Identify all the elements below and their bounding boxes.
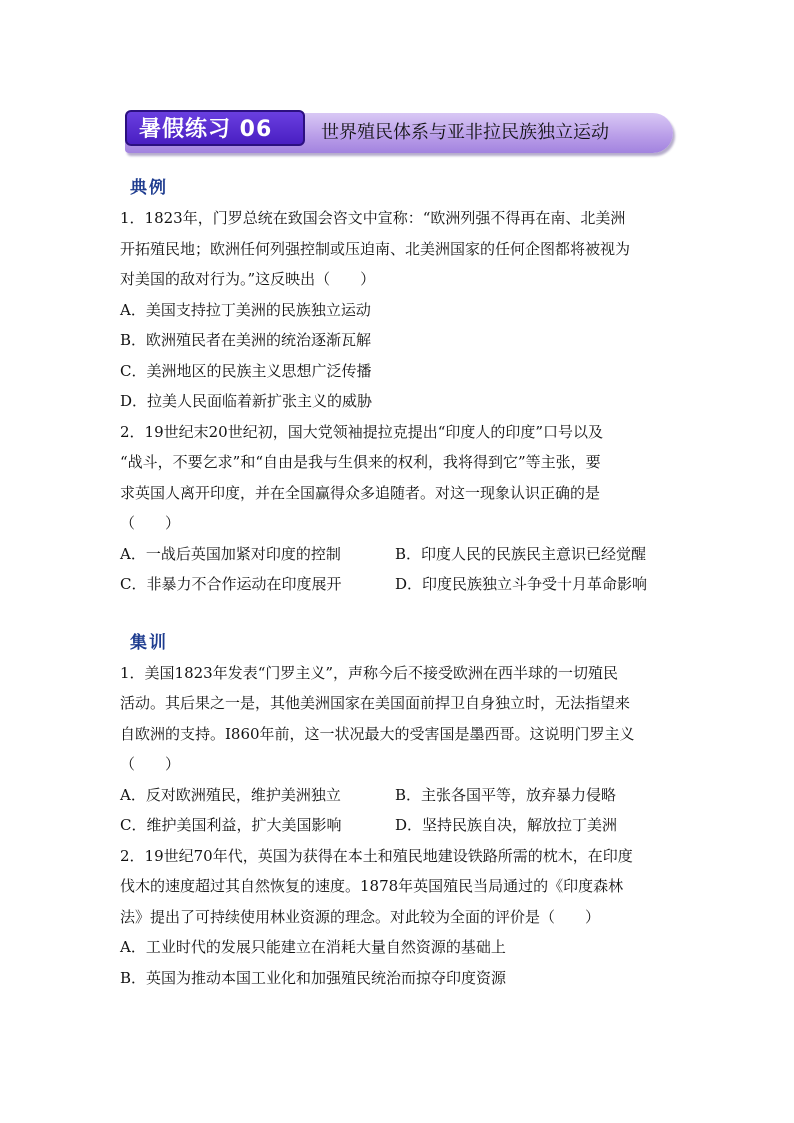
question-text: 2．19世纪70年代，英国为获得在本土和殖民地建设铁路所需的枕木，在印度	[120, 846, 633, 865]
question-2	[120, 417, 680, 600]
option-a: A．一战后英国加紧对印度的控制	[120, 544, 341, 563]
option-a: A．美国支持拉丁美洲的民族独立运动	[120, 300, 371, 319]
option-d: D．印度民族独立斗争受十月革命影响	[395, 575, 648, 593]
section-title-practice: 集训	[130, 632, 168, 653]
option-b: B．欧洲殖民者在美洲的统治逐渐瓦解	[120, 331, 372, 349]
option-a: A．反对欧洲殖民，维护美洲独立	[120, 785, 341, 804]
question-text: 伐木的速度超过其自然恢复的速度。1878年英国殖民当局通过的《印度森林	[120, 877, 624, 895]
option-c: C．美洲地区的民族主义思想广泛传播	[120, 361, 372, 380]
answer-blank: （ ）	[120, 514, 181, 532]
option-a: A．工业时代的发展只能建立在消耗大量自然资源的基础上	[120, 938, 506, 956]
question-text: 活动。其后果之一是，其他美洲国家在美国面前捍卫自身独立时，无法指望来	[120, 694, 631, 712]
question-text: 求英国人离开印度，并在全国赢得众多追随者。对这一现象认识正确的是	[120, 483, 601, 502]
option-row	[120, 539, 680, 570]
section-gap	[120, 600, 680, 628]
option-row	[120, 569, 680, 600]
option-d: D．坚持民族自决，解放拉丁美洲	[395, 816, 618, 834]
question-1	[120, 658, 680, 841]
question-2	[120, 841, 680, 994]
option-b: B．印度人民的民族民主意识已经觉醒	[395, 544, 647, 563]
question-text: 开拓殖民地；欧洲任何列强控制或压迫南、北美洲国家的任何企图都将被视为	[120, 239, 631, 258]
title-banner	[125, 110, 673, 152]
question-text: 1．1823年，门罗总统在致国会咨文中宣称：“欧洲列强不得再在南、北美洲	[120, 209, 626, 227]
option-c: C．非暴力不合作运动在印度展开	[120, 575, 342, 593]
option-b: B．主张各国平等，放弃暴力侵略	[395, 785, 617, 804]
answer-blank: （ ）	[120, 755, 181, 773]
document-content	[120, 173, 680, 993]
question-text: 1．美国1823年发表“门罗主义”，声称今后不接受欧洲在西半球的一切殖民	[120, 663, 619, 682]
question-text: 2．19世纪末20世纪初，国大党领袖提拉克提出“印度人的印度”口号以及	[120, 422, 604, 441]
exercise-title: 世界殖民体系与亚非拉民族独立运动	[321, 122, 609, 143]
option-c: C．维护美国利益，扩大美国影响	[120, 816, 342, 834]
question-1	[120, 203, 680, 417]
option-row	[120, 810, 680, 841]
section-title-example: 典例	[130, 178, 168, 198]
option-b: B．英国为推动本国工业化和加强殖民统治而掠夺印度资源	[120, 968, 507, 987]
question-text: 自欧洲的支持。I860年前，这一状况最大的受害国是墨西哥。这说明门罗主义	[120, 724, 635, 743]
question-text: 对美国的敌对行为。”这反映出（ ）	[120, 270, 376, 288]
option-d: D．拉美人民面临着新扩张主义的威胁	[120, 392, 373, 410]
option-row	[120, 780, 680, 811]
question-text: 法》提出了可持续使用林业资源的理念。对此较为全面的评价是（ ）	[120, 907, 601, 926]
exercise-label: 暑假练习 06	[125, 110, 305, 146]
question-text: “战斗，不要乞求”和“自由是我与生俱来的权利，我将得到它”等主张，要	[120, 453, 601, 471]
